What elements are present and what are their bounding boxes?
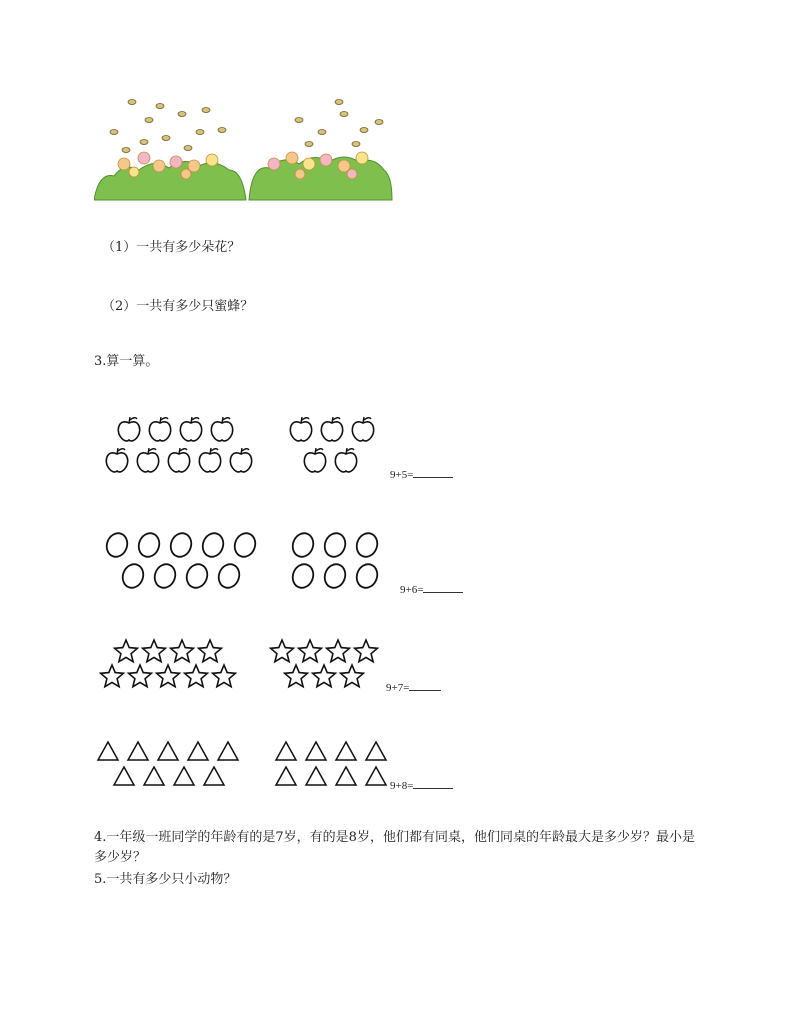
equation-text: 9+6=	[400, 584, 424, 596]
triangle-icon	[306, 767, 326, 785]
triangle-icon	[98, 742, 118, 760]
triangle-icon	[218, 742, 238, 760]
triangle-icon	[366, 742, 386, 760]
triangle-icon	[144, 767, 164, 785]
triangle-icon	[174, 767, 194, 785]
triangle-icon	[336, 767, 356, 785]
equation-3	[386, 680, 441, 694]
equation-1	[390, 467, 453, 481]
answer-blank	[423, 582, 463, 593]
equation-text: 9+8=	[390, 780, 414, 792]
answer-blank	[409, 680, 441, 691]
question-2: （2）一共有多少只蜜蜂？	[102, 299, 254, 314]
question-5: 5.一共有多少只小动物？	[94, 872, 237, 887]
equation-text: 9+7=	[386, 682, 410, 694]
triangle-icon	[204, 767, 224, 785]
triangle-icon	[158, 742, 178, 760]
triangle-icon	[114, 767, 134, 785]
triangle-icon	[336, 742, 356, 760]
answer-blank	[413, 778, 453, 789]
section-3-title: 3.算一算。	[94, 354, 159, 369]
triangle-icon	[188, 742, 208, 760]
question-4: 4.一年级一班同学的年龄有的是7岁，有的是8岁，他们都有同桌，他们同桌的年龄最大是多少岁？最小是多少岁？	[94, 830, 695, 865]
question-1: （1）一共有多少朵花？	[102, 240, 241, 255]
answer-blank	[413, 467, 453, 478]
triangle-icon	[276, 742, 296, 760]
equation-4	[390, 778, 453, 792]
triangle-icon	[366, 767, 386, 785]
triangle-icon	[306, 742, 326, 760]
triangle-icon	[128, 742, 148, 760]
equation-2	[400, 582, 463, 596]
triangle-icon	[276, 767, 296, 785]
equation-text: 9+5=	[390, 469, 414, 481]
